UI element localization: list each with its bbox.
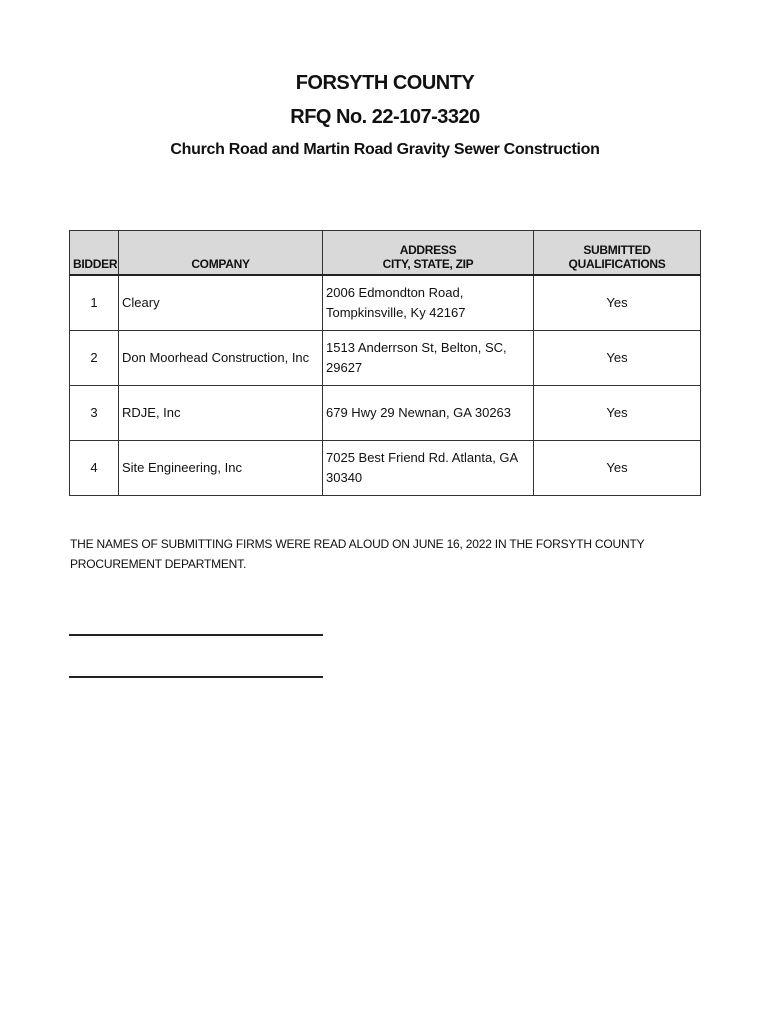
qualifications-status: Yes xyxy=(534,275,701,331)
bidder-number: 1 xyxy=(70,275,119,331)
company-name: Cleary xyxy=(119,275,323,331)
company-name: RDJE, Inc xyxy=(119,386,323,441)
column-header-company: COMPANY xyxy=(119,231,323,276)
company-name: Don Moorhead Construction, Inc xyxy=(119,331,323,386)
table-header-row xyxy=(70,231,701,276)
signature-line xyxy=(69,634,323,636)
table-row xyxy=(70,275,701,331)
table-row xyxy=(70,386,701,441)
bidder-number: 3 xyxy=(70,386,119,441)
qualifications-status: Yes xyxy=(534,331,701,386)
county-title: FORSYTH COUNTY xyxy=(295,72,475,94)
bidder-number: 4 xyxy=(70,441,119,496)
column-header-bidder: BIDDER xyxy=(70,231,119,276)
rfq-number: RFQ No. 22-107-3320 xyxy=(290,106,480,128)
qualifications-status: Yes xyxy=(534,441,701,496)
company-address: 2006 Edmondton Road, Tompkinsville, Ky 42167 xyxy=(323,275,534,331)
column-header-address xyxy=(323,231,534,276)
table-row xyxy=(70,441,701,496)
qualifications-status: Yes xyxy=(534,386,701,441)
signature-line xyxy=(69,676,323,678)
bid-table xyxy=(69,230,701,496)
company-address: 1513 Anderrson St, Belton, SC, 29627 xyxy=(323,331,534,386)
company-name: Site Engineering, Inc xyxy=(119,441,323,496)
address-header-line2: CITY, STATE, ZIP xyxy=(382,257,474,271)
company-address: 679 Hwy 29 Newnan, GA 30263 xyxy=(323,386,534,441)
address-header-line1: ADDRESS xyxy=(399,243,457,257)
project-title: Church Road and Martin Road Gravity Sewer Construction xyxy=(170,141,600,158)
reading-notice: THE NAMES OF SUBMITTING FIRMS WERE READ ALOUD ON JUNE 16, 2022 IN THE FORSYTH COUNTY PROCUREMENT DEPARTMENT. xyxy=(70,537,645,571)
column-header-qualifications: SUBMITTED QUALIFICATIONS xyxy=(534,231,701,276)
company-address: 7025 Best Friend Rd. Atlanta, GA 30340 xyxy=(323,441,534,496)
bidder-number: 2 xyxy=(70,331,119,386)
table-row xyxy=(70,331,701,386)
